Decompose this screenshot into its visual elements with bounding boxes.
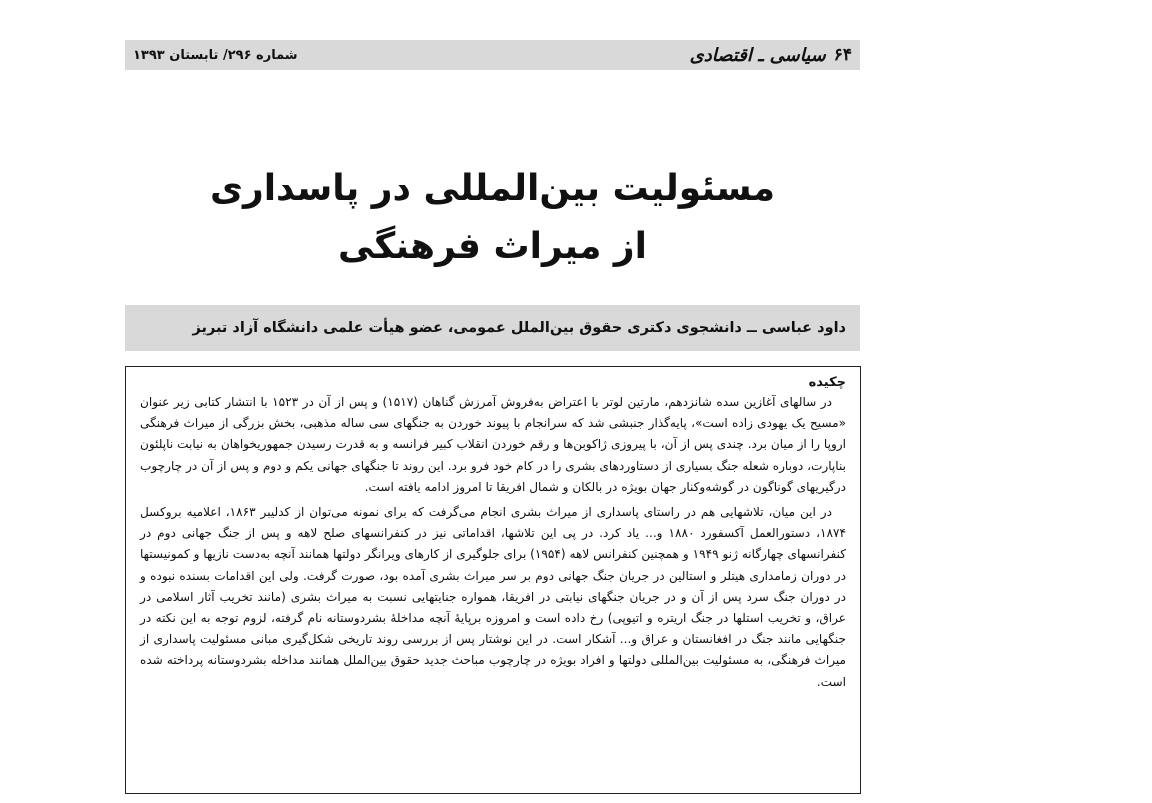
- abstract-heading: چکیده: [808, 375, 846, 390]
- author-line: داود عباسی ــ دانشجوی دکتری حقوق بین‌الملل عمومی، عضو هیأت علمی دانشگاه آزاد تبریز: [192, 320, 846, 336]
- title-line-1: مسئولیت بین‌المللی در پاسداری: [209, 168, 775, 209]
- abstract-paragraph-1: در سالهای آغازین سده شانزدهم، مارتین لوتر با اعتراض به‌فروش آمرزش گناهان (۱۵۱۷) و پس از آن در ۱۵۲۳ با انتشار کتابی زیر عنوان «مسیح یک یهودی زاده است»، پایه‌گذار جنبشی شد که سرانجام با پیوند خوردن به جنگهای سی ساله مذهبی، بخش بزرگی از میراث فرهنگی اروپا را از میان برد. چندی پس از آن، با پیروزی ژاکوبن‌ها و رقم خوردن انقلاب کبیر فرانسه و به قدرت رسیدن جمهوریخواهان به نیابت ناپلئون بناپارت، دوباره شعله جنگ بسیاری از دستاوردهای بشری را در کام خود فرو برد. این روند تا جنگهای جهانی یکم و دوم و پس از آن در چارچوب درگیریهای گوناگون در گوشه‌وکنار جهان بویژه در بالکان و شمال افریقا تا امروز ادامه یافته است.: [140, 395, 846, 494]
- title-line-2: از میراث فرهنگی: [337, 226, 647, 267]
- journal-mark: [690, 45, 852, 66]
- author-bar: [125, 305, 860, 351]
- abstract-box: [125, 366, 861, 794]
- page-number: ۶۴: [833, 45, 852, 65]
- abstract-paragraph-2: در این میان، تلاشهایی هم در راستای پاسداری از میراث بشری انجام می‌گرفت که برای نمونه می‌توان از کدلیبر ۱۸۶۳، اعلامیه بروکسل ۱۸۷۴، دستورالعمل آکسفورد ۱۸۸۰ و... یاد کرد. در پی این تلاشها، اقداماتی نیز در کنفرانسهای صلح لاهه و پس از جنگ جهانی دوم در کنفرانسهای چهارگانه ژنو ۱۹۴۹ و همچنین کنفرانس لاهه (۱۹۵۴) برای جلوگیری از کارهای ویرانگر دولتها همانند آنچه به‌دست نازیها و کمونیستها در دوران زمامداری هیتلر و استالین در جریان جنگ جهانی دوم بر سر میراث بشری آمده بود، صورت گرفت. ولی این اقدامات بسنده نبوده و در دوران جنگ سرد پس از آن و در جریان جنگهای نیابتی در افریقا، همواره جنایتهایی نسبت به میراث بشری (مانند تخریب آثار اسلامی در عراق، و تخریب استلها در جنگ اریتره و اتیوپی) رخ داده است و امروزه برپایهٔ آنچه مداخلهٔ بشردوستانه نام گرفته، لزوم توجه به این نکته در جنگهایی مانند جنگ در افغانستان و عراق و... آشکار است. در این نوشتار پس از بررسی روند تاریخی شکل‌گیری مبانی مسئولیت پاسداری از میراث فرهنگی، به مسئولیت بین‌المللی دولتها و افراد بویژه در چارچوب مباحث جدید حقوق بین‌الملل همانند مداخله بشردوستانه پرداخته شده است.: [140, 505, 846, 689]
- journal-name-logo: سیاسی ـ اقتصادی: [689, 44, 826, 66]
- article-title: [125, 160, 860, 276]
- running-header: [125, 40, 860, 70]
- issue-info: شماره ۲۹۶/ تابستان ۱۳۹۳: [133, 47, 298, 63]
